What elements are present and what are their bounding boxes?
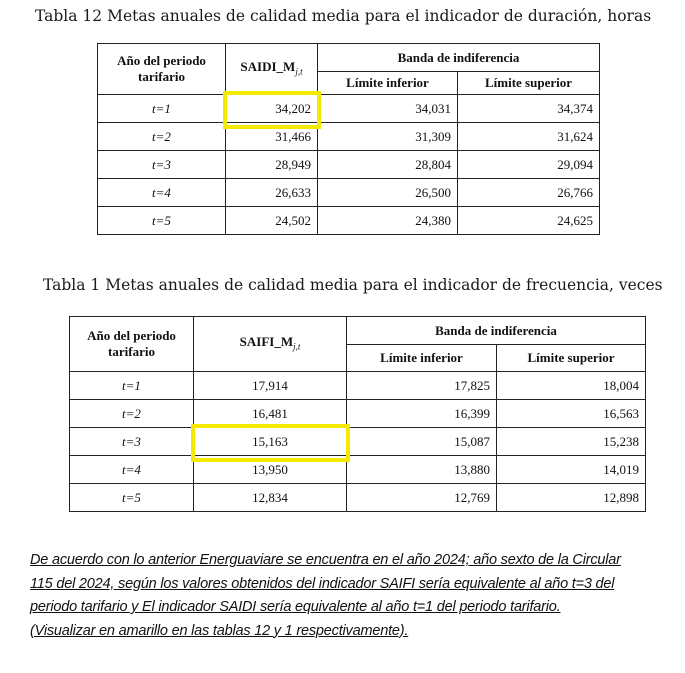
saifi-table (69, 316, 646, 512)
table1-caption: Tabla 1 Metas anuales de calidad media para el indicador de frecuencia, veces (43, 276, 663, 294)
metric-cell: 12,834 (194, 484, 347, 512)
lower-limit-cell: 16,399 (347, 400, 497, 428)
saidi-header (226, 44, 318, 95)
lower-limit-cell: 17,825 (347, 372, 497, 400)
metric-cell: 15,163 (194, 428, 347, 456)
metric-cell: 24,502 (226, 207, 318, 235)
lower-limit-cell: 24,380 (318, 207, 458, 235)
metric-cell: 16,481 (194, 400, 347, 428)
metric-cell: 28,949 (226, 151, 318, 179)
metric-cell: 17,914 (194, 372, 347, 400)
note-line: (Visualizar en amarillo en las tablas 12 y 1 respectivamente). (30, 622, 409, 639)
year-cell: t=3 (98, 151, 226, 179)
table-row (98, 95, 600, 123)
lower-limit-cell: 34,031 (318, 95, 458, 123)
lower-limit-header: Límite inferior (318, 72, 458, 95)
year-cell: t=3 (70, 428, 194, 456)
upper-limit-cell: 16,563 (497, 400, 646, 428)
upper-limit-header: Límite superior (458, 72, 600, 95)
year-cell: t=1 (98, 95, 226, 123)
table-row (70, 372, 646, 400)
lower-limit-cell: 12,769 (347, 484, 497, 512)
table-row (98, 151, 600, 179)
lower-limit-cell: 15,087 (347, 428, 497, 456)
year-header: Año del periodo tarifario (70, 317, 194, 372)
note-line: periodo tarifario y El indicador SAIDI sería equivalente al año t=1 del periodo tarifario. (30, 599, 561, 615)
upper-limit-cell: 26,766 (458, 179, 600, 207)
metric-cell: 34,202 (226, 95, 318, 123)
metric-cell: 31,466 (226, 123, 318, 151)
table-row (98, 207, 600, 235)
metric-cell: 13,950 (194, 456, 347, 484)
year-cell: t=1 (70, 372, 194, 400)
saifi-header (194, 317, 347, 372)
note-line: De acuerdo con lo anterior Energuaviare se encuentra en el año 2024; año sexto de la Circular (30, 552, 621, 568)
table-row (70, 400, 646, 428)
upper-limit-cell: 31,624 (458, 123, 600, 151)
metric-cell: 26,633 (226, 179, 318, 207)
metric-label: SAIFI_M (239, 333, 294, 349)
lower-limit-cell: 28,804 (318, 151, 458, 179)
year-header: Año del periodo tarifario (98, 44, 226, 95)
table-row (98, 179, 600, 207)
year-cell: t=2 (98, 123, 226, 151)
upper-limit-cell: 12,898 (497, 484, 646, 512)
year-cell: t=4 (70, 456, 194, 484)
lower-limit-cell: 26,500 (318, 179, 458, 207)
upper-limit-cell: 34,374 (458, 95, 600, 123)
lower-limit-header: Límite inferior (347, 345, 497, 372)
upper-limit-cell: 24,625 (458, 207, 600, 235)
upper-limit-cell: 14,019 (497, 456, 646, 484)
lower-limit-cell: 13,880 (347, 456, 497, 484)
year-cell: t=4 (98, 179, 226, 207)
year-cell: t=5 (70, 484, 194, 512)
year-cell: t=2 (70, 400, 194, 428)
table-row (70, 428, 646, 456)
upper-limit-cell: 29,094 (458, 151, 600, 179)
table-row (98, 123, 600, 151)
year-cell: t=5 (98, 207, 226, 235)
table-row (70, 456, 646, 484)
upper-limit-cell: 15,238 (497, 428, 646, 456)
table12-caption: Tabla 12 Metas anuales de calidad media para el indicador de duración, horas (35, 7, 652, 25)
metric-subscript: j,t (293, 341, 301, 352)
band-header: Banda de indiferencia (318, 44, 600, 72)
metric-subscript: j,t (295, 66, 303, 77)
lower-limit-cell: 31,309 (318, 123, 458, 151)
band-header: Banda de indiferencia (347, 317, 646, 345)
conclusion-note (30, 549, 675, 643)
upper-limit-cell: 18,004 (497, 372, 646, 400)
metric-label: SAIDI_M (240, 58, 296, 74)
saidi-table (97, 43, 600, 235)
table-row (70, 484, 646, 512)
upper-limit-header: Límite superior (497, 345, 646, 372)
note-line: 115 del 2024, según los valores obtenidos del indicador SAIFI sería equivalente al año t=3 del (30, 575, 615, 592)
